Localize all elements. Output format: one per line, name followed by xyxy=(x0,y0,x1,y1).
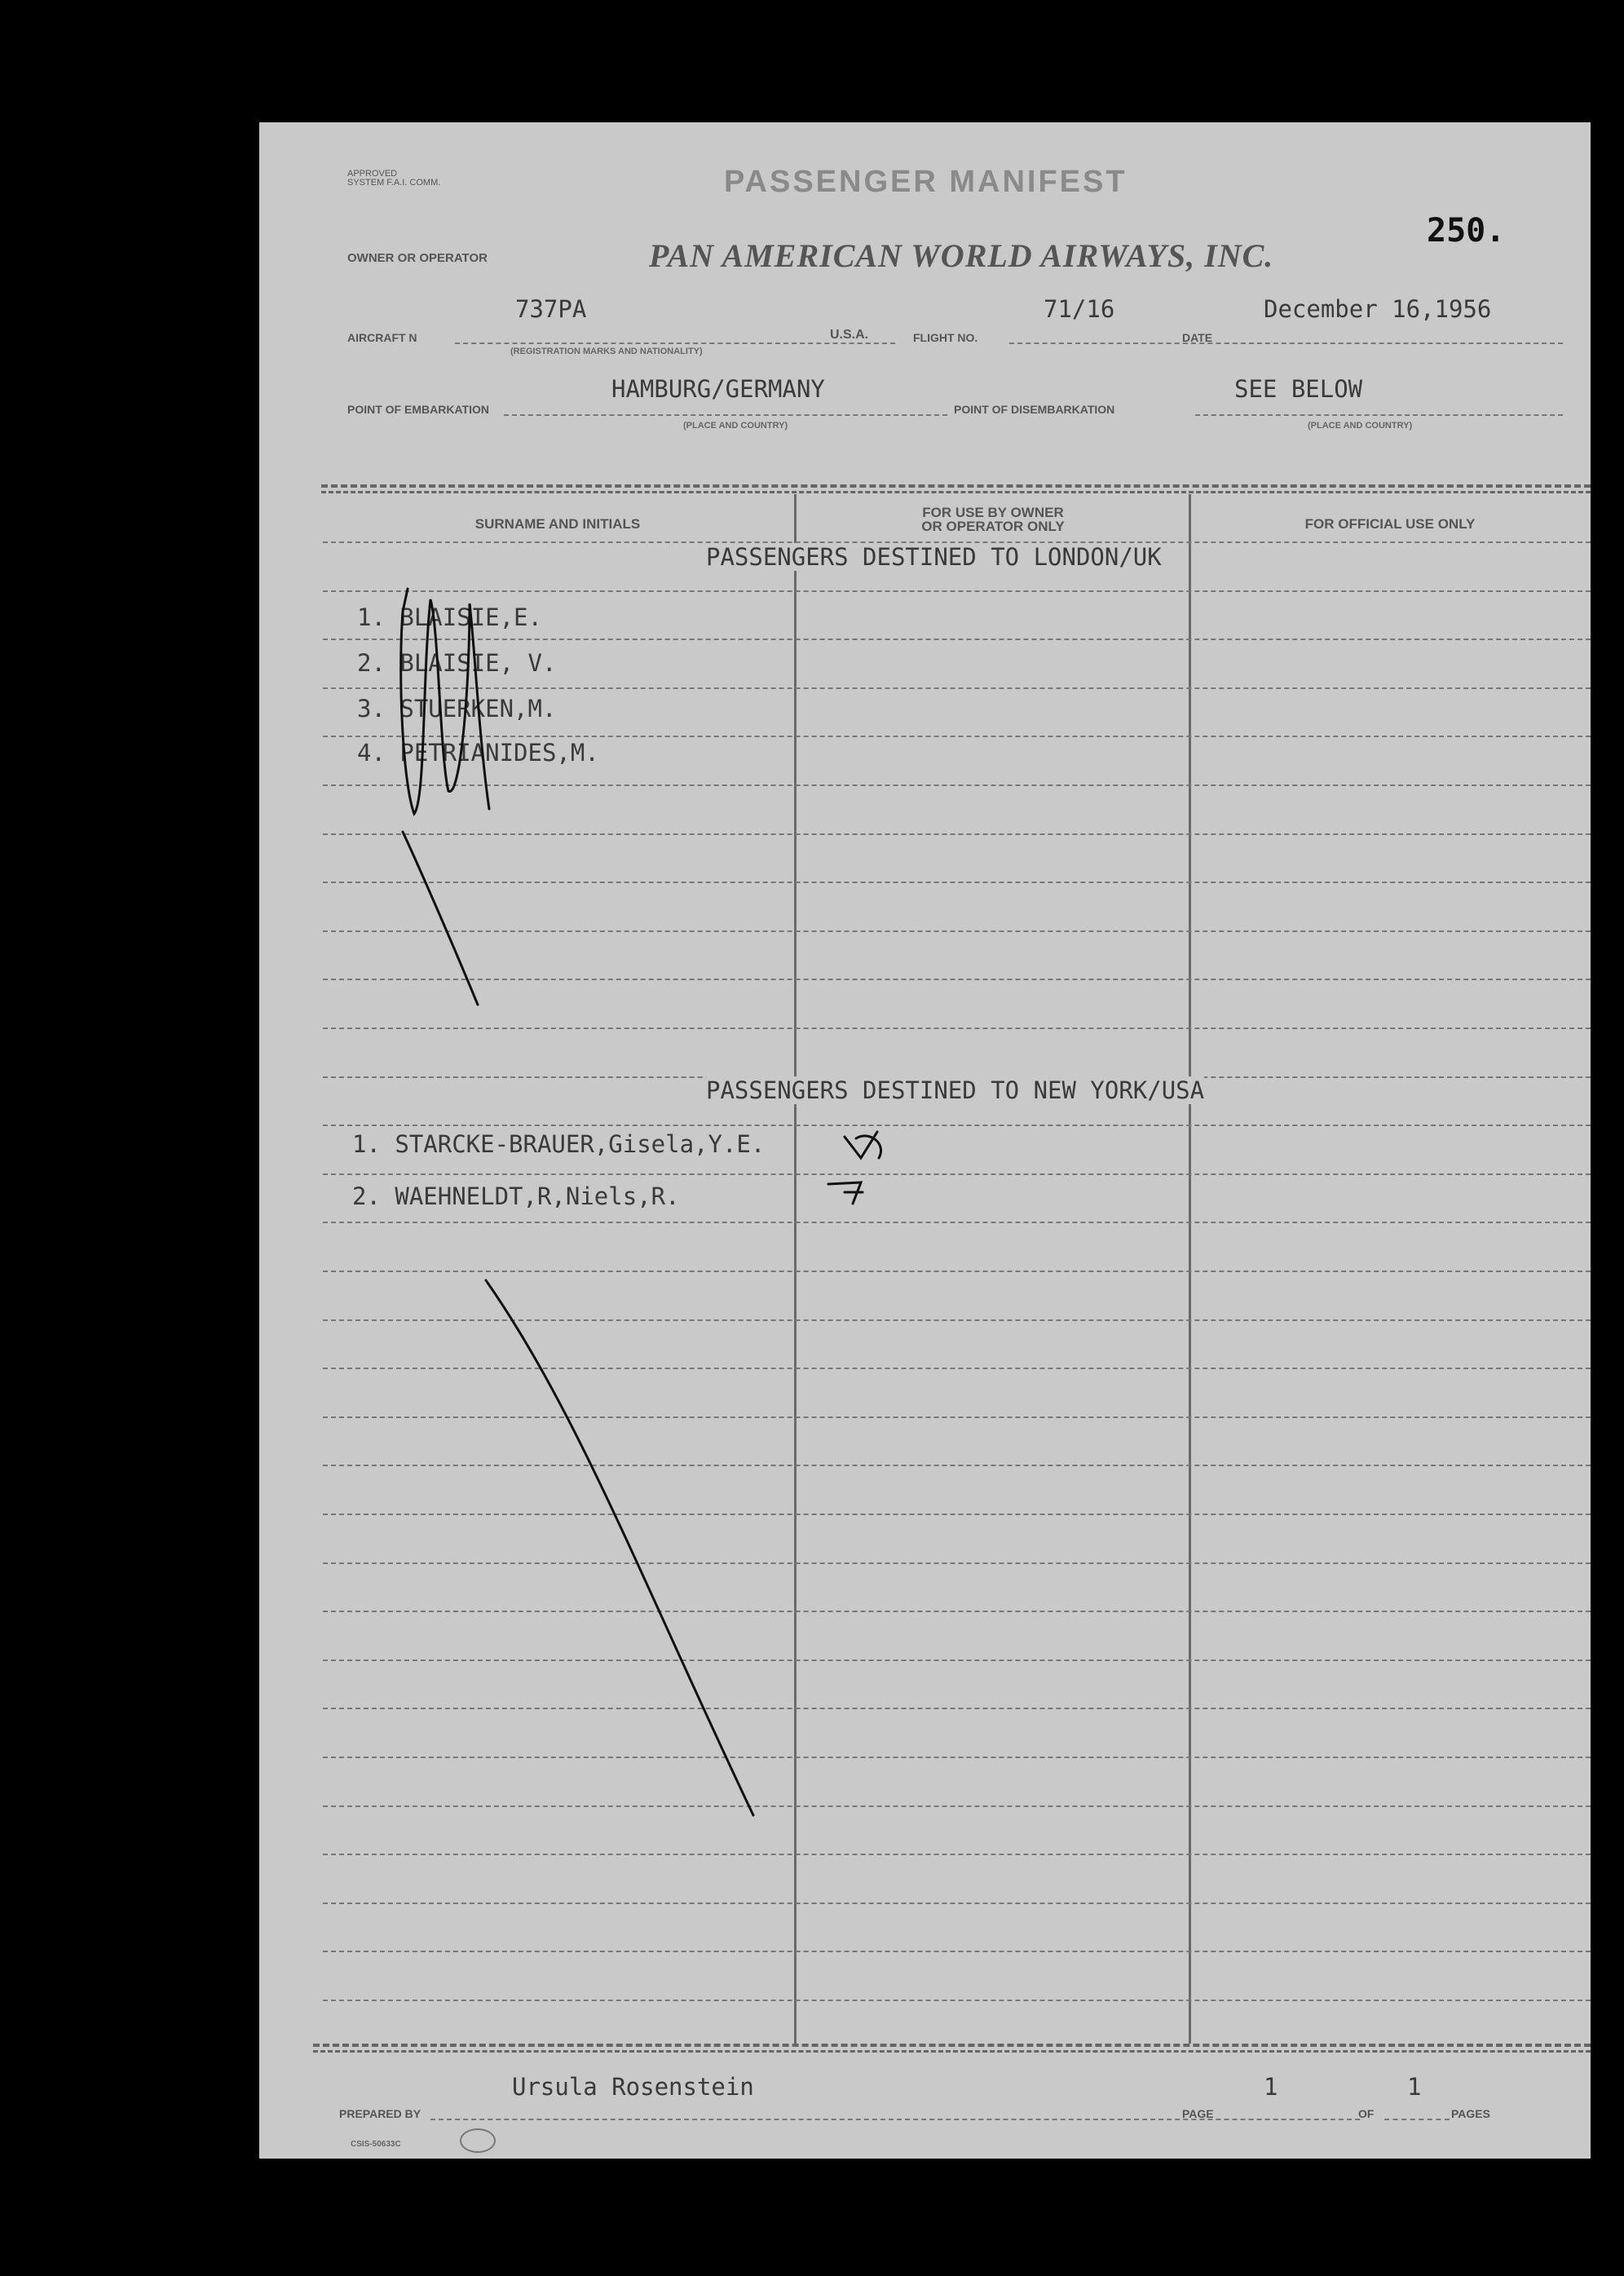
flight-label: FLIGHT NO. xyxy=(913,331,978,344)
passenger-row: 3. STUERKEN,M. xyxy=(357,695,557,723)
passenger-row: 1. STARCKE-BRAUER,Gisela,Y.E. xyxy=(352,1130,766,1158)
footer-top-rule xyxy=(313,2044,1591,2047)
aircraft-label: AIRCRAFT N xyxy=(347,331,417,344)
airline-name: PAN AMERICAN WORLD AIRWAYS, INC. xyxy=(649,237,1274,274)
passenger-row: 1. BLAISIE,E. xyxy=(357,603,542,631)
embarkation-value: HAMBURG/GERMANY xyxy=(611,375,825,403)
page-stamp-number: 250. xyxy=(1427,212,1506,250)
of-underline xyxy=(1384,2119,1450,2120)
owner-use-line-2: OR OPERATOR ONLY xyxy=(921,519,1065,534)
page-number: 1 xyxy=(1264,2073,1278,2101)
section-heading-newyork: PASSENGERS DESTINED TO NEW YORK/USA xyxy=(706,1076,1205,1104)
date-label: DATE xyxy=(1182,331,1213,344)
column-header-official-use: FOR OFFICIAL USE ONLY xyxy=(1304,516,1476,532)
passenger-row: 2. WAEHNELDT,R,Niels,R. xyxy=(352,1182,680,1210)
page-total: 1 xyxy=(1407,2073,1422,2101)
scribble-mark xyxy=(401,589,489,814)
passenger-row: 2. BLAISIE, V. xyxy=(357,649,557,677)
disembarkation-label: POINT OF DISEMBARKATION xyxy=(954,403,1115,416)
owner-label: OWNER OR OPERATOR xyxy=(347,251,488,265)
column-header-surname: SURNAME AND INITIALS xyxy=(474,516,641,532)
approval-line-2: SYSTEM F.A.I. COMM. xyxy=(347,178,441,188)
embarkation-sublabel: (PLACE AND COUNTRY) xyxy=(683,421,788,431)
owner-use-line-1: FOR USE BY OWNER xyxy=(922,505,1064,520)
section-heading-london: PASSENGERS DESTINED TO LONDON/UK xyxy=(706,543,1162,571)
union-label-seal xyxy=(460,2128,496,2153)
check-mark xyxy=(828,1182,863,1204)
manifest-sheet xyxy=(259,122,1591,2159)
page-label: PAGE xyxy=(1182,2107,1214,2120)
prepared-by-value: Ursula Rosenstein xyxy=(512,2073,754,2101)
of-label: OF xyxy=(1358,2107,1375,2120)
flight-date: December 16,1956 xyxy=(1264,295,1492,323)
disembarkation-sublabel: (PLACE AND COUNTRY) xyxy=(1308,421,1413,431)
aircraft-registration: 737PA xyxy=(515,295,587,323)
strike-line xyxy=(486,1280,753,1815)
form-title: PASSENGER MANIFEST xyxy=(724,165,1128,199)
aircraft-country: U.S.A. xyxy=(830,328,869,342)
flight-number: 71/16 xyxy=(1044,295,1115,323)
prepared-by-label: PREPARED BY xyxy=(339,2107,421,2120)
embarkation-label: POINT OF EMBARKATION xyxy=(347,403,489,416)
form-code: CSIS-50633C xyxy=(351,2140,401,2149)
prepared-underline xyxy=(430,2119,1360,2120)
approval-line-1: APPROVED xyxy=(347,169,398,179)
footer-top-rule-2 xyxy=(313,2050,1591,2053)
handwritten-marks xyxy=(259,122,1591,2159)
pages-label: PAGES xyxy=(1451,2107,1490,2120)
aircraft-sublabel: (REGISTRATION MARKS AND NATIONALITY) xyxy=(510,347,703,356)
disembarkation-value: SEE BELOW xyxy=(1234,375,1363,403)
passenger-row: 4. PETRIANIDES,M. xyxy=(357,739,599,767)
check-mark xyxy=(845,1132,881,1158)
scribble-mark xyxy=(403,832,478,1005)
